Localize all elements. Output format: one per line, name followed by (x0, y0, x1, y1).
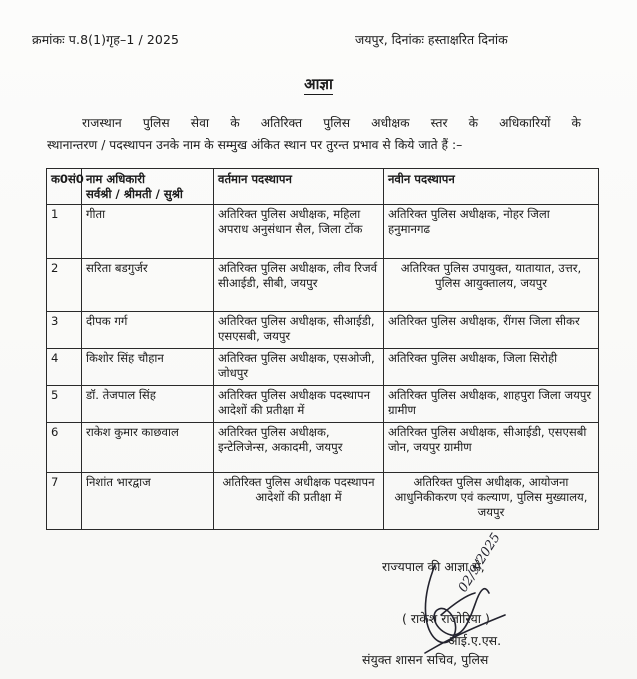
header-new-posting: नवीन पदस्थापन (384, 169, 599, 205)
signing-officer-designation: संयुक्त शासन सचिव, पुलिस (362, 652, 489, 667)
cell-new-posting: अतिरिक्त पुलिस अधीक्षक, आयोजना आधुनिकीकरण एवं कल्याण, पुलिस मुख्यालय, जयपुर (384, 473, 599, 530)
cell-current-posting: अतिरिक्त पुलिस अधीक्षक, लीव रिजर्व सीआईडी, सीबी, जयपुर (214, 259, 384, 312)
cell-new-posting: अतिरिक्त पुलिस उपायुक्त, यातायात, उत्तर, पुलिस आयुक्तालय, जयपुर (384, 259, 599, 312)
header-officer-name-line1: नाम अधिकारी (86, 172, 146, 186)
cell-officer-name: राकेश कुमार काछवाल (82, 423, 214, 473)
cell-officer-name: दीपक गर्ग (82, 312, 214, 349)
header-officer-name (82, 169, 214, 205)
cell-new-posting: अतिरिक्त पुलिस अधीक्षक, जिला सिरोही (384, 349, 599, 386)
order-reference-number: क्रमांकः प.8(1)गृह–1 / 2025 (32, 32, 180, 47)
intro-line-2: स्थानान्तरण / पदस्थापन उनके नाम के सम्मुख अंकित स्थान पर तुरन्त प्रभाव से किये जाते हैं :– (47, 138, 463, 152)
cell-serial-number: 2 (47, 259, 82, 312)
header-current-posting: वर्तमान पदस्थापन (214, 169, 384, 205)
cell-officer-name: गीता (82, 205, 214, 259)
table-row (47, 259, 599, 312)
transfer-posting-table (46, 168, 599, 530)
order-place-date: जयपुर, दिनांकः हस्ताक्षरित दिनांक (355, 32, 508, 47)
table-header-row (47, 169, 599, 205)
cell-officer-name: डॉ. तेजपाल सिंह (82, 386, 214, 423)
table-row (47, 473, 599, 530)
cell-serial-number: 5 (47, 386, 82, 423)
cell-current-posting: अतिरिक्त पुलिस अधीक्षक, एसओजी, जोधपुर (214, 349, 384, 386)
table-row (47, 205, 599, 259)
order-title-text: आज्ञा (304, 75, 333, 93)
cell-current-posting: अतिरिक्त पुलिस अधीक्षक, महिला अपराध अनुसंधान सैल, जिला टोंक (214, 205, 384, 259)
cell-new-posting: अतिरिक्त पुलिस अधीक्षक, शाहपुरा जिला जयपुर ग्रामीण (384, 386, 599, 423)
handwritten-signature-icon (405, 530, 545, 665)
cell-new-posting: अतिरिक्त पुलिस अधीक्षक, सीआईडी, एसएसबी जोन, जयपुर ग्रामीण (384, 423, 599, 473)
cell-serial-number: 6 (47, 423, 82, 473)
cell-serial-number: 4 (47, 349, 82, 386)
header-officer-name-line2: सर्वश्री / श्रीमती / सुश्री (86, 187, 183, 201)
signing-officer-name: ( राकेश राजोरिया ) (402, 611, 490, 626)
signing-officer-service: आई.ए.एस. (448, 633, 502, 648)
cell-new-posting: अतिरिक्त पुलिस अधीक्षक, रींगस जिला सीकर (384, 312, 599, 349)
order-title (0, 74, 637, 94)
cell-officer-name: किशोर सिंह चौहान (82, 349, 214, 386)
table-row (47, 312, 599, 349)
cell-serial-number: 1 (47, 205, 82, 259)
cell-serial-number: 3 (47, 312, 82, 349)
table-row (47, 386, 599, 423)
cell-new-posting: अतिरिक्त पुलिस अधीक्षक, नोहर जिला हनुमानगढ (384, 205, 599, 259)
table-row (47, 349, 599, 386)
cell-officer-name: सरिता बडगुर्जर (82, 259, 214, 312)
by-order-of-governor: राज्यपाल की आज्ञा से, (382, 559, 485, 574)
cell-current-posting: अतिरिक्त पुलिस अधीक्षक पदस्थापन आदेशों की प्रतीक्षा में (214, 386, 384, 423)
cell-current-posting: अतिरिक्त पुलिस अधीक्षक, इन्टेलिजेन्स, अकादमी, जयपुर (214, 423, 384, 473)
header-serial-number: क0सं0 (47, 169, 82, 205)
handwritten-date: 02/9/2025 (455, 530, 504, 596)
table-row (47, 423, 599, 473)
cell-officer-name: निशांत भारद्वाज (82, 473, 214, 530)
order-intro-paragraph (47, 112, 581, 156)
cell-current-posting: अतिरिक्त पुलिस अधीक्षक पदस्थापन आदेशों की प्रतीक्षा में (214, 473, 384, 530)
cell-current-posting: अतिरिक्त पुलिस अधीक्षक, सीआईडी, एसएसबी, जयपुर (214, 312, 384, 349)
cell-serial-number: 7 (47, 473, 82, 530)
intro-line-1: राजस्थान पुलिस सेवा के अतिरिक्त पुलिस अधीक्षक स्तर के अधिकारियों के (82, 116, 581, 130)
